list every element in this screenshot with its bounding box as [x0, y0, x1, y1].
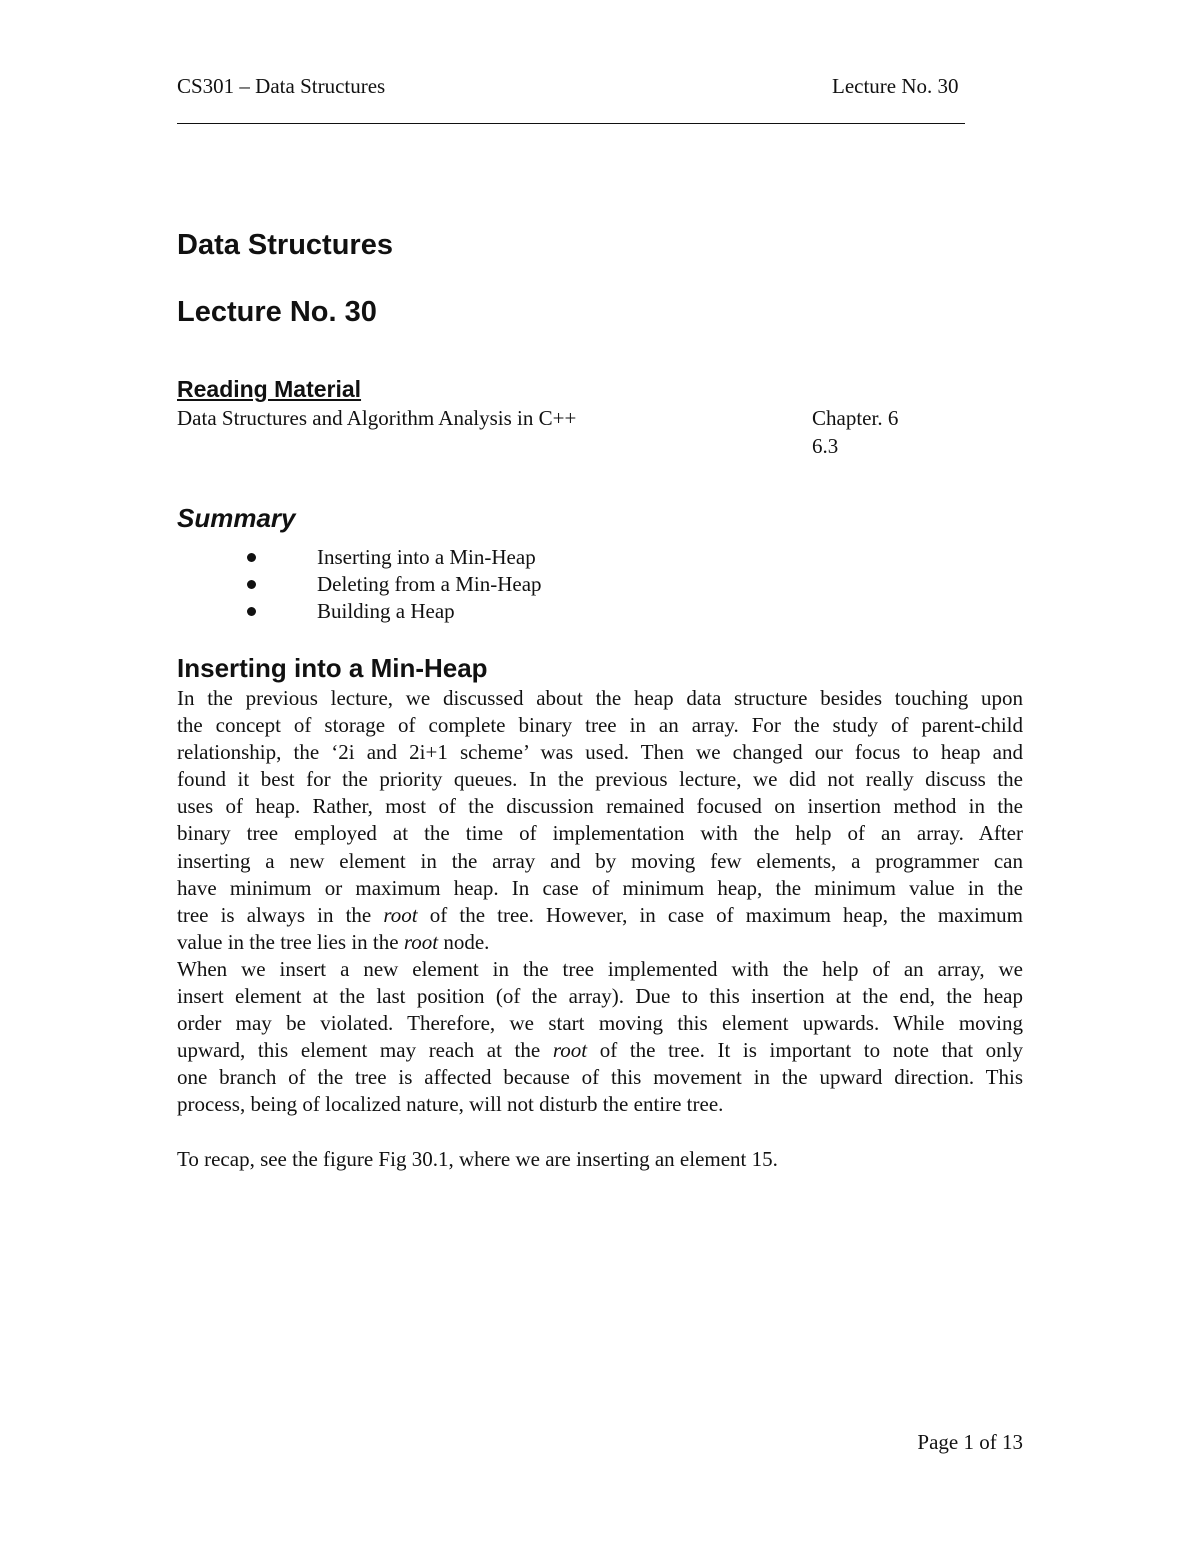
text-line: To recap, see the figure Fig 30.1, where we are inserting an element 15.	[177, 1147, 778, 1171]
text-line: When we insert a new element in the tree implemented with the help of an array, we	[177, 957, 1023, 981]
paragraph-1	[177, 685, 1023, 956]
lecture-title: Lecture No. 30	[177, 296, 377, 328]
text-line: upward, this element may reach at the root of the tree. It is important to note that only	[177, 1038, 1023, 1063]
section-heading: Inserting into a Min-Heap	[177, 653, 488, 683]
reading-book: Data Structures and Algorithm Analysis in C++	[177, 406, 577, 430]
bullet-icon	[247, 580, 256, 589]
summary-item: Deleting from a Min-Heap	[177, 571, 677, 598]
header-rule	[177, 123, 965, 124]
text-line: value in the tree lies in the root node.	[177, 929, 490, 954]
reading-chapter: Chapter. 6	[812, 406, 899, 430]
text-line: order may be violated. Therefore, we start moving this element upwards. While moving	[177, 1011, 1023, 1036]
bullet-icon	[247, 607, 256, 616]
document-title: Data Structures	[177, 229, 393, 261]
text-line: inserting a new element in the array and by moving few elements, a programmer can	[177, 848, 1023, 873]
text-line: In the previous lecture, we discussed about the heap data structure besides touching upon	[177, 686, 1023, 710]
text-line: one branch of the tree is affected because of this movement in the upward direction. This	[177, 1065, 1023, 1090]
running-header-course: CS301 – Data Structures	[177, 74, 386, 98]
summary-list	[177, 544, 677, 625]
bullet-icon	[247, 553, 256, 562]
text-line: tree is always in the root of the tree. However, in case of maximum heap, the maximum	[177, 902, 1024, 927]
paragraph-2	[177, 956, 1023, 1119]
text-line: binary tree employed at the time of implementation with the help of an array. After	[177, 821, 1023, 846]
running-header-lecture: Lecture No. 30	[832, 74, 959, 98]
paragraph-3	[177, 1146, 1023, 1173]
text-line: found it best for the priority queues. In the previous lecture, we did not really discuss the	[177, 767, 1023, 792]
text-line: process, being of localized nature, will not disturb the entire tree.	[177, 1092, 724, 1117]
text-line: relationship, the ‘2i and 2i+1 scheme’ was used. Then we changed our focus to heap and	[177, 740, 1023, 765]
reading-section: 6.3	[812, 434, 839, 458]
text-line: uses of heap. Rather, most of the discussion remained focused on insertion method in the	[177, 794, 1023, 819]
summary-heading: Summary	[177, 503, 296, 533]
text-line: the concept of storage of complete binary tree in an array. For the study of parent-child	[177, 713, 1023, 738]
reading-material-heading: Reading Material	[177, 376, 362, 402]
page-number: Page 1 of 13	[917, 1430, 1023, 1454]
summary-item: Inserting into a Min-Heap	[177, 544, 677, 571]
summary-item: Building a Heap	[177, 598, 677, 625]
text-line: have minimum or maximum heap. In case of minimum heap, the minimum value in the	[177, 875, 1023, 900]
text-line: insert element at the last position (of the array). Due to this insertion at the end, the heap	[177, 984, 1023, 1009]
